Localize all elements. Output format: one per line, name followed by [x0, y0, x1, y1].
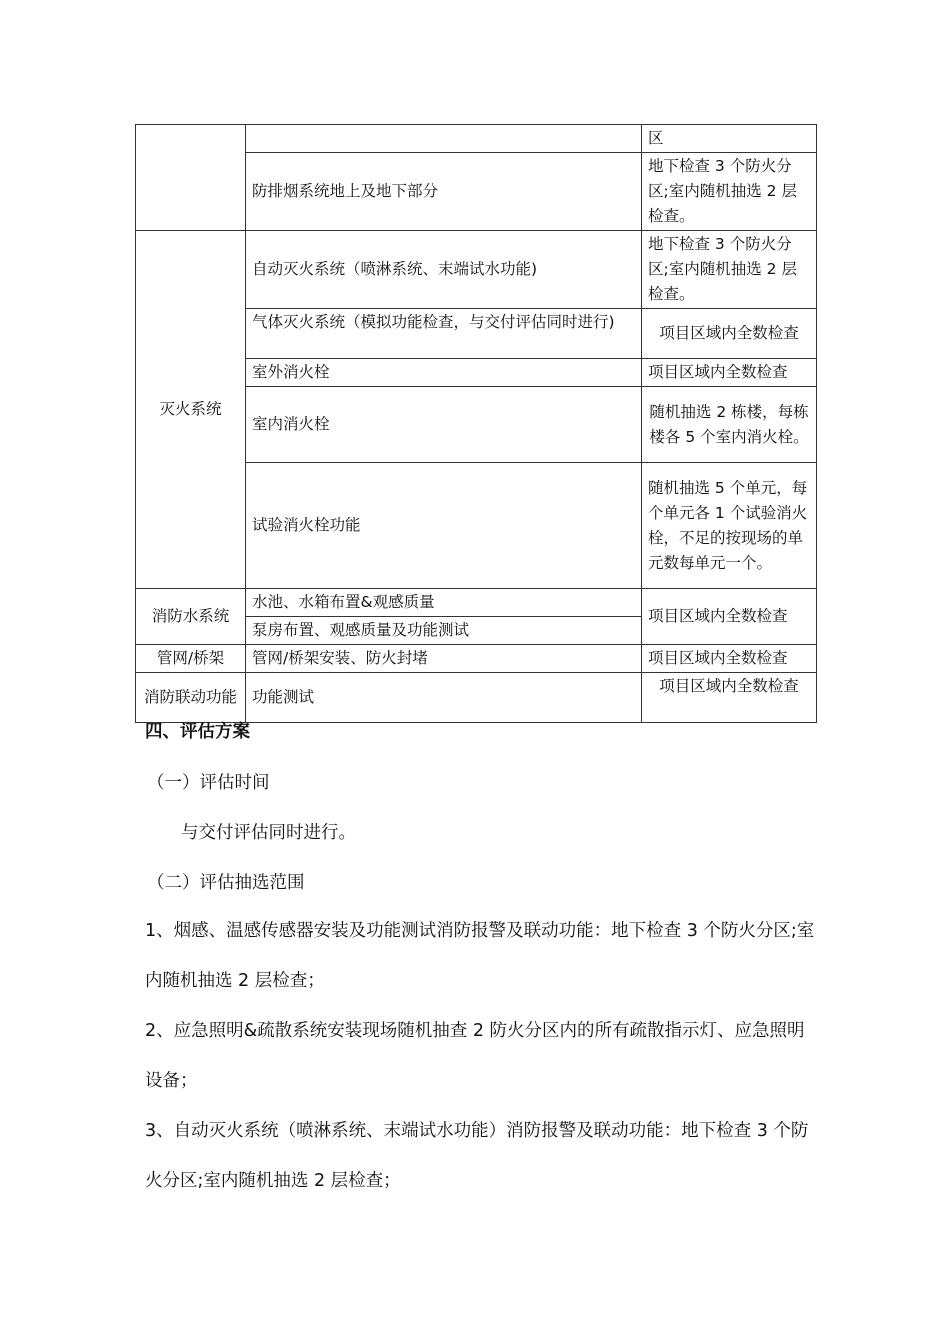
item-cell: 功能测试: [246, 673, 642, 723]
item-cell: 气体灭火系统（模拟功能检查，与交付评估同时进行): [246, 309, 642, 359]
table-row: [136, 673, 817, 723]
scope-cell: 地下检查 3 个防火分区;室内随机抽选 2 层检查。: [642, 153, 817, 231]
list-item: 3、自动灭火系统（喷淋系统、末端试水功能）消防报警及联动功能：地下检查 3 个防火分区;室内随机抽选 2 层检查；: [145, 1121, 809, 1191]
category-cell: 消防联动功能: [136, 673, 246, 723]
item-cell: 水池、水箱布置&观感质量: [246, 589, 642, 617]
item-cell: 管网/桥架安装、防火封堵: [246, 645, 642, 673]
item-cell: [246, 125, 642, 153]
item-cell: 防排烟系统地上及地下部分: [246, 153, 642, 231]
scope-cell: 项目区域内全数检查: [642, 645, 817, 673]
scope-cell: 项目区域内全数检查: [642, 309, 817, 359]
scope-cell: 项目区域内全数检查: [642, 589, 817, 645]
category-cell: 管网/桥架: [136, 645, 246, 673]
scope-cell: 项目区域内全数检查: [642, 673, 817, 723]
table-row: [136, 645, 817, 673]
table-row: [136, 231, 817, 309]
subsection-heading: （一）评估时间: [147, 773, 270, 793]
scope-cell: 项目区域内全数检查: [642, 359, 817, 387]
subsection-heading: （二）评估抽选范围: [147, 873, 305, 893]
list-item: 2、应急照明&疏散系统安装现场随机抽查 2 防火分区内的所有疏散指示灯、应急照明设备；: [145, 1021, 805, 1091]
paragraph: 与交付评估同时进行。: [181, 823, 356, 843]
scope-cell: 区: [642, 125, 817, 153]
item-cell: 室外消火栓: [246, 359, 642, 387]
inspection-table: [135, 124, 817, 723]
item-cell: 自动灭火系统（喷淋系统、末端试水功能): [246, 231, 642, 309]
list-item: 1、烟感、温感传感器安装及功能测试消防报警及联动功能：地下检查 3 个防火分区;室内随机抽选 2 层检查；: [145, 921, 815, 991]
scope-cell: 随机抽选 2 栋楼，每栋楼各 5 个室内消火栓。: [642, 387, 817, 463]
scope-cell: 地下检查 3 个防火分区;室内随机抽选 2 层检查。: [642, 231, 817, 309]
item-cell: 泵房布置、观感质量及功能测试: [246, 617, 642, 645]
table-row: [136, 589, 817, 617]
scope-cell: 随机抽选 5 个单元，每个单元各 1 个试验消火栓，不足的按现场的单元数每单元一个。: [642, 463, 817, 589]
category-cell: [136, 125, 246, 231]
table-row: [136, 125, 817, 153]
item-cell: 试验消火栓功能: [246, 463, 642, 589]
category-cell: 灭火系统: [136, 231, 246, 589]
item-cell: 室内消火栓: [246, 387, 642, 463]
section-heading: 四、评估方案: [145, 722, 250, 742]
category-cell: 消防水系统: [136, 589, 246, 645]
